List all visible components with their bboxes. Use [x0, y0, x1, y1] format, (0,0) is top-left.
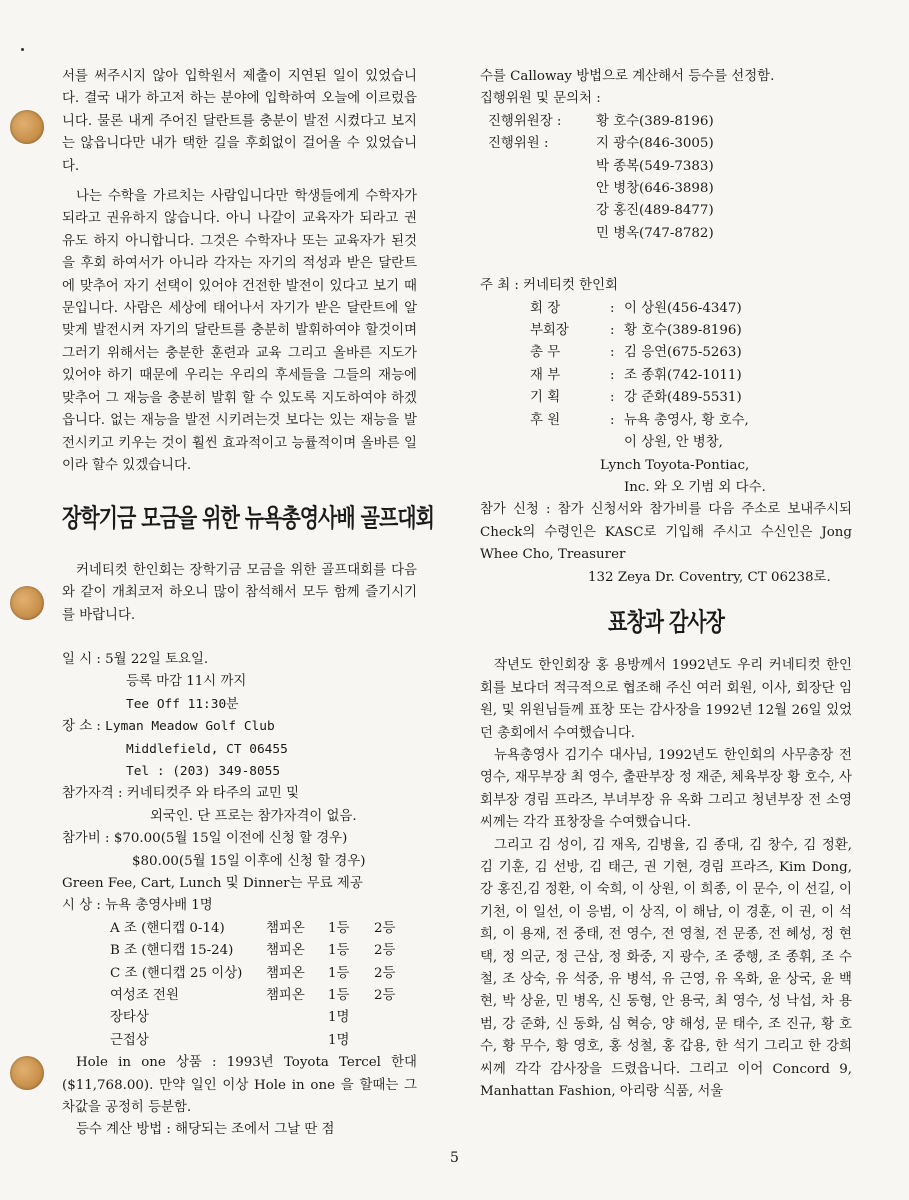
officer-role: 부회장	[530, 323, 569, 339]
sponsor-label: 후 원	[530, 412, 561, 428]
prize-row-b	[62, 940, 417, 962]
nearest-label: 근접상	[110, 1032, 149, 1048]
committee-label: 집행위원 및 문의처 :	[480, 91, 601, 107]
officer-name: 황 호수(389-8196)	[624, 323, 742, 339]
eligibility-line-1: 커네티컷주 와 타주의 교민 및	[126, 786, 300, 802]
date-value: 5월 22일 토요일.	[105, 651, 209, 667]
speck	[21, 48, 24, 51]
officer-row: 총 무 : 김 응연(675-5263)	[480, 342, 852, 364]
prize-row	[62, 895, 417, 917]
intro-paragraph: 서를 써주시지 않아 입학원서 제출이 지연된 일이 있었습니다. 결국 내가 하고저 하는 분야에 입학하여 오늘에 이르렀읍니다. 물론 내게 주어진 달란트를 충분이 발전 시켰다고 보지는 않읍니다만 내가 택한 길을 후회없이 걸어올 수 있었습니다.	[62, 69, 417, 174]
prize-row-long-drive	[62, 1007, 417, 1029]
prize-second: 2등	[374, 965, 396, 981]
reg-deadline: 등록 마감 11시 까지	[126, 674, 247, 690]
award-heading: 표창과 감사장	[608, 606, 724, 637]
prize-group: A 조 (핸디캡 0-14)	[110, 920, 225, 936]
prize-first: 1등	[328, 965, 350, 981]
page-number: 5	[450, 1150, 459, 1166]
prize-champion: 챔피온	[266, 920, 305, 936]
place-row	[62, 716, 417, 738]
fee-line-1: $70.00(5월 15일 이전에 신청 할 경우)	[113, 831, 348, 847]
host-row	[480, 275, 852, 297]
long-drive-label: 장타상	[110, 1010, 149, 1026]
prize-champion: 챔피온	[266, 943, 305, 959]
prize-row-women	[62, 985, 417, 1007]
officer-row: 기 획 : 강 준화(489-5531)	[480, 387, 852, 409]
committee-name: 지 광수(846-3005)	[596, 136, 714, 152]
officer-role: 총 무	[530, 345, 561, 361]
prize-cup: 뉴욕 총영사배 1명	[105, 898, 213, 914]
sponsor-row: 후 원 : 뉴욕 총영사, 황 호수,	[480, 410, 852, 432]
fee-label: 참가비 :	[62, 831, 114, 847]
committee-name: 안 병창(646-3898)	[596, 181, 714, 197]
committee-row	[480, 200, 852, 222]
date-row	[62, 649, 417, 671]
place-label: 장 소 :	[62, 719, 106, 735]
fee-line-2: $80.00(5월 15일 이후에 신청 할 경우)	[132, 853, 366, 869]
committee-row	[480, 133, 852, 155]
prize-row-a	[62, 918, 417, 940]
right-column	[480, 66, 852, 1103]
committee-name: 민 병옥(747-8782)	[596, 225, 714, 241]
prize-first: 1등	[328, 988, 350, 1004]
place-city: Middlefield, CT 06455	[126, 741, 288, 757]
officer-row: 부회장 : 황 호수(389-8196)	[480, 320, 852, 342]
prize-group: 여성조 전원	[110, 988, 179, 1004]
officer-role: 회 장	[530, 300, 561, 316]
place-tel: Tel : (203) 349-8055	[126, 763, 281, 779]
fee-row	[62, 828, 417, 850]
officer-role: 재 부	[530, 367, 561, 383]
binder-hole	[10, 110, 44, 144]
officer-row: 회 장 : 이 상원(456-4347)	[480, 298, 852, 320]
prize-first: 1등	[328, 920, 350, 936]
committee-row	[480, 111, 852, 133]
apply-address: 132 Zeya Dr. Coventry, CT 06238로.	[588, 569, 831, 585]
rank-calc-cont: 수를 Calloway 방법으로 계산해서 등수를 선정함.	[480, 69, 775, 84]
prize-champion: 챔피온	[266, 965, 305, 981]
committee-role	[488, 178, 596, 200]
committee-role	[488, 223, 596, 245]
left-column	[62, 66, 434, 1142]
committee-name: 황 호수(389-8196)	[596, 113, 714, 129]
host-name: 커네티컷 한인회	[523, 278, 618, 294]
binder-hole	[10, 1056, 44, 1090]
prize-first: 1등	[328, 943, 350, 959]
nearest-count: 1명	[328, 1032, 350, 1048]
date-label: 일 시 :	[62, 651, 106, 667]
sponsor-line-3: Lynch Toyota-Pontiac,	[600, 457, 750, 473]
sponsor-line-2: 이 상원, 안 병창,	[624, 435, 723, 451]
officer-name: 이 상원(456-4347)	[624, 300, 742, 316]
prize-champion: 챔피온	[266, 988, 305, 1004]
eligibility-label: 참가자격 :	[62, 786, 127, 802]
prize-group: C 조 (핸디캡 25 이상)	[110, 965, 243, 981]
officer-list	[480, 298, 852, 432]
officer-row: 재 부 : 조 종휘(742-1011)	[480, 365, 852, 387]
free-items: Green Fee, Cart, Lunch 및 Dinner는 무료 제공	[62, 876, 363, 891]
sponsor-line-1: 뉴욕 총영사, 황 호수,	[624, 412, 749, 428]
place-name: Lyman Meadow Golf Club	[105, 719, 275, 735]
prize-row-nearest	[62, 1030, 417, 1052]
committee-role	[488, 156, 596, 178]
rank-calc: 등수 계산 방법 : 해당되는 조에서 그날 딴 점	[76, 1122, 335, 1138]
golf-heading: 장학기금 모금을 위한 뉴욕총영사배 골프대회	[62, 503, 434, 534]
prize-group: B 조 (핸디캡 15-24)	[110, 943, 234, 959]
committee-role	[488, 200, 596, 222]
prize-row-c	[62, 963, 417, 985]
apply-text: 참가 신청 : 참가 신청서와 참가비를 다음 주소로 보내주시되 Check의 수령인은 KASC로 기입해 주시고 수신인은 Jong Whee Cho, Treasurer	[480, 502, 852, 563]
prize-second: 2등	[374, 943, 396, 959]
host-label: 주 최 :	[480, 278, 524, 294]
committee-role: 진행위원 :	[488, 136, 549, 152]
sponsor-line-4: Inc. 와 오 기범 외 다수.	[624, 479, 766, 495]
prize-table	[62, 918, 417, 1052]
committee-row	[480, 156, 852, 178]
committee-row	[480, 223, 852, 245]
officer-name: 강 준화(489-5531)	[624, 390, 742, 406]
officer-name: 조 종휘(742-1011)	[624, 367, 742, 383]
eligibility-line-2: 외국인. 단 프로는 참가자격이 없음.	[150, 808, 357, 824]
prize-second: 2등	[374, 988, 396, 1004]
eligibility-row	[62, 783, 417, 805]
tee-off: Tee Off 11:30분	[126, 696, 239, 712]
committee-row	[480, 178, 852, 200]
binder-hole	[10, 586, 44, 620]
golf-intro: 커네티컷 한인회는 장학기금 모금을 위한 골프대회를 다음와 같이 개최코저 하오니 많이 참석해서 모두 함께 즐기시기를 바랍니다.	[62, 562, 417, 623]
award-paragraph-1: 작년도 한인회장 홍 용방께서 1992년도 우리 커네티컷 한인회를 보다더 적극적으로 협조해 주신 여러 회원, 이사, 회장단 임원, 및 위원님들께 표창 또는 감사장을 1992년 12월 26일 있었던 총회에서 수여했습니다.	[480, 658, 852, 741]
hole-in-one: Hole in one 상품 : 1993년 Toyota Tercel 한대($11,768.00). 만약 일인 이상 Hole in one 을 할때는 그 차값을 공정히 등분함.	[62, 1055, 417, 1116]
award-paragraph-2: 뉴욕총영사 김기수 대사님, 1992년도 한인회의 사무총장 전 영수, 재무부장 최 영수, 출판부장 정 재준, 체육부장 황 호수, 사회부장 경림 프라즈, 부녀부장 유 옥화 그리고 청년부장 전 소영씨께는 각각 표창장을 수여했습니다.	[480, 747, 852, 831]
committee-role: 진행위원장 :	[488, 113, 562, 129]
prize-label: 시 상 :	[62, 898, 106, 914]
award-paragraph-3: 그리고 김 성이, 김 재옥, 김병율, 김 종대, 김 창수, 김 정환, 김 기훈, 김 선방, 김 태근, 권 기현, 경림 프라즈, Kim Dong, 강 홍진,김 정환, 이 숙희, 이 상원, 이 희종, 이 문수, 이 선길, 이 기천, 이 일선, 이 응범, 이 상직, 이 해남, 이 경훈, 이 권, 이 석희, 이 용재, 전 중태, 전 영수, 전 영철, 전 문종, 전 혜성, 정 현택, 정 의군, 정 근삼, 정 화중, 지 광수, 조 중행, 조 종휘, 조 수철, 조 상숙, 유 석중, 유 병석, 유 근영, 유 옥화, 윤 상국, 윤 백현, 박 상윤, 민 병옥, 신 동형, 안 용국, 최 영수, 성 낙섭, 차 용범, 강 준화, 신 동화, 심 혁승, 양 해성, 문 태수, 조 진규, 황 호수, 황 무수, 황 영호, 홍 성철, 홍 갑용, 한 석기 그리고 한 강희 씨께 각각 감사장을 드렸읍니다. 그리고 이어 Concord 9, Manhattan Fashion, 아리랑 식품, 서울	[480, 837, 852, 1100]
teaching-paragraph: 나는 수학을 가르치는 사람입니다만 학생들에게 수학자가 되라고 권유하지 않습니다. 아니 나갈이 교육자가 되라고 권유도 하지 아니합니다. 그것은 수학자나 또는 교육자가 된것을 후회 하여서가 아니라 각자는 자기의 적성과 받은 달란트에 맞추어 자기 선택이 있어야 건전한 발전이 있다고 보기 때문입니다. 사람은 세상에 태어나서 자기가 받은 달란트에 알맞게 발전시켜 자기의 달란트를 충분히 발휘하여야 할것이며 그러기 위해서는 충분한 훈련과 교육 그리고 올바른 지도가 있어야 하기 때문에 우리는 우리의 후세들을 그들의 재능에 맞추어 그 재능을 충분히 발휘 할 수 있도록 지도하여야 하겠읍니다. 없는 재능을 발전 시키려는것 보다는 있는 재능을 발전시키고 키우는 것이 훨씬 효과적이고 능률적이며 올바른 일이라 할수 있겠습니다.	[62, 189, 417, 473]
prize-second: 2등	[374, 920, 396, 936]
officer-name: 김 응연(675-5263)	[624, 345, 742, 361]
long-drive-count: 1명	[328, 1010, 350, 1026]
committee-list	[480, 111, 852, 245]
committee-name: 강 홍진(489-8477)	[596, 203, 714, 219]
officer-role: 기 획	[530, 390, 561, 406]
committee-name: 박 종복(549-7383)	[596, 158, 714, 174]
